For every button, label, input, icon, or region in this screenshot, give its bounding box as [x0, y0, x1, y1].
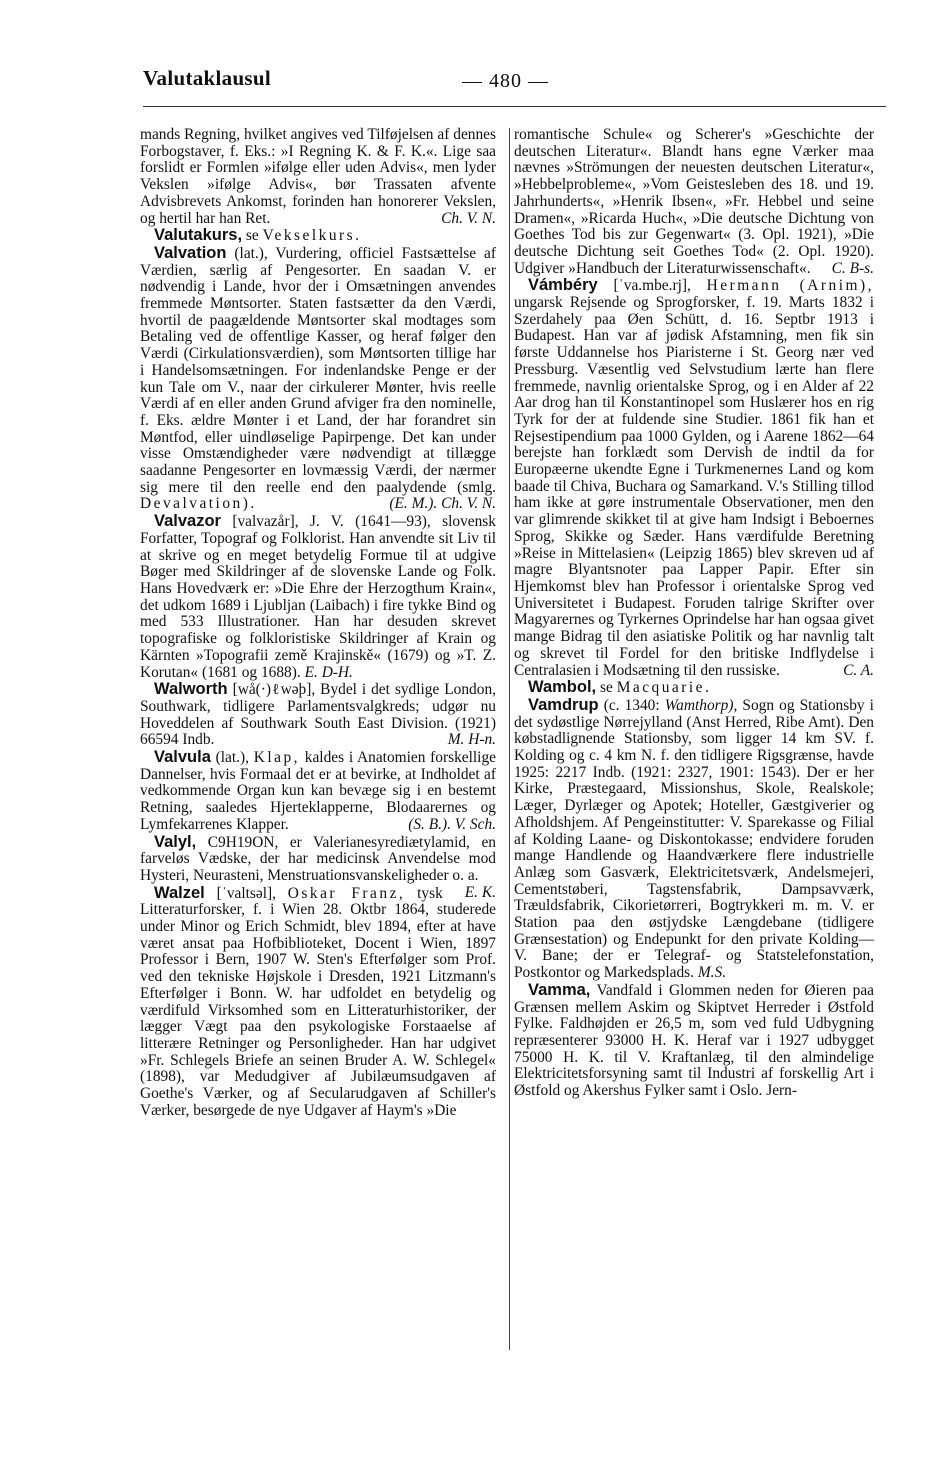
entry-text: Sogn og Stationsby i det sydøstlige Nørrejylland (Anst Herred, Ribe Amt). Den købstadlignende Stationsby, som ligger 14 km SV. f. Kolding og c. 4 km N. f. den tidligere Rigsgrænse, havde 1925: 2217 Indb. (1921: 2327, 1901: 1543). Der er her Kirke, Præstegaard, Missionshus, Skole, Realskole; Læger, Dyrlæger og Apotek; Hoteller, Gæstgiverier og Afholdshjem. Af Pengeinstitutter: V. Sparekasse og Filial af Kolding Laane- og Diskontokasse; endvidere foruden mange Handlende og Haandværkere flere industrielle Anlæg som Gasværk, Elektricitetsværk, Andelsmejeri, Cementstøberi, Tagstensfabrik, Dampsavværk, Træuldsfabrik, Cikorietørreri, Bogtrykkeri m. m. V. er Station paa den østjydske Længdebane (tidligere Grænsestation) og Endepunkt for den private Kolding—V. Bane; der er Telegraf- og Statstelefonstation, Postkontor og Markedsplads.	[514, 696, 874, 982]
page-number: — 480 —	[462, 70, 549, 92]
entry-valvula	[140, 749, 496, 834]
entry-text: mands Regning, hvilket angives ved Tilføjelsen af dennes Forbogstaver, f. Eks.: »I Regning K. & F. K.«. Lige saa forslidt er Formlen »ifølge eller uden Advis«, men lyder Vekslen »ifølge Advis«, bør Trassaten afvente Advisbrevets Ankomst, forinden han honorerer Vekslen, og hertil har han Ret.	[140, 126, 496, 227]
author-signature: E. D-H.	[304, 663, 353, 681]
cross-reference: Devalvation).	[140, 495, 257, 513]
entry-text: se	[600, 679, 613, 697]
entry-text: kaldes i Anatomien forskellige Dannelser, hvis Formaal det er at bevirke, at Indholdet af vedkommende Organ kun kan bevæge sig i en bestemt Retning, saaledes Hjerteklapperne, Blodaarernes og Lymfekarrenes Klapper.	[140, 749, 496, 833]
pronunciation: [ˈva.mbe.rj],	[613, 277, 691, 295]
headword: Valyl,	[154, 832, 197, 851]
entry-text: se	[245, 227, 259, 245]
entry-wambol	[514, 679, 874, 697]
entry-continuation	[140, 127, 496, 227]
entry-text: C9H19ON, er Valerianesyrediætylamid, en farveløs Vædske, der har medicinsk Anvendelse mod Hysteri, Neurasteni, Menstruationsvanskeligheder o. a.	[140, 833, 496, 884]
entry-valutakurs	[140, 227, 496, 245]
entry-vamdrup	[514, 697, 874, 982]
pronunciation: [ˈvaltsəl],	[216, 884, 276, 902]
running-head-title: Valutaklausul	[143, 66, 272, 90]
headword: Vamma,	[528, 980, 591, 999]
left-column	[140, 127, 496, 1119]
author-signature: C. B-s.	[831, 259, 874, 277]
person-name: Oskar Franz,	[287, 884, 406, 902]
headword: Walzel	[154, 883, 205, 902]
cross-reference: Macquarie.	[616, 679, 712, 697]
cross-reference: Klap,	[253, 749, 301, 767]
column-divider	[509, 128, 510, 1350]
headword: Valvation	[154, 243, 227, 262]
entry-text: (lat.), Vurdering, officiel Fastsættelse af Værdien, særlig af Pengesorter. En saadan V. er nødvendig i Lande, hvor der i Omsætningen anvendes fremmede Møntsorter. Staten fastsætter da den Værdi, hvortil de paagældende Møntsorter skal modtages som Betaling ved de offentlige Kasser, og heraf følger den Værdi (Cirkulationsværdien), som Møntsorten tillige har i Handelsomsætningen. For indenlandske Penge er der kun Tale om V., naar der cirkulerer Mønter, hvis reelle Værdi af en eller anden Grund afviger fra den nominelle, f. Eks. ældre Mønter i et Land, der har forandret sin Møntfod, eller uindløselige Papirpenge. Det kan under visse Omstændigheder være nødvendigt at tillægge saadanne Pengesorter en lovmæssig Værdi, der nærmer sig mere til den reelle end den paalydende (smlg.	[140, 244, 496, 496]
entry-text: [wå(·)ℓwəþ], Bydel i det sydlige London, Southwark, tidligere Parlamentsvalgkreds; udgør nu Hoveddelen af Southwark South East Division. (1921) 66594 Indb.	[140, 681, 496, 749]
headword: Vámbéry	[528, 276, 598, 295]
entry-text: romantische Schule« og Scherer's »Geschichte der deutschen Literatur«. Blandt hans egne Værker maa nævnes »Strömungen der neuesten deutschen Literatur«, »Hebbelprobleme«, »Vom Geistesleben des 18. und 19. Jahrhunderts«, »Henrik Ibsen«, »Fr. Hebbel und seine Dramen«, »Ricarda Huch«, »Die deutsche Dichtung von Goethes Tod bis zur Gegenwart« (3. Opl. 1921), »Die deutsche Dichtung seit Goethes Tod« (2. Opl. 1920). Udgiver »Handbuch der Literaturwissenschaft«.	[514, 126, 874, 277]
author-signature: M. H-n.	[447, 731, 496, 749]
entry-walworth	[140, 681, 496, 749]
headword: Wambol,	[528, 678, 597, 697]
author-signature: C. A.	[843, 661, 874, 679]
entry-text: Vandfald i Glommen neden for Øieren paa Grænsen mellem Askim og Skiptvet Herreder i Østfold Fylke. Faldhøjden er 26,5 m, som ved fuld Udbygning repræsenterer 93000 H. K. Heraf var i 1927 udbygget 75000 H. K. til V. Kraftanlæg, til den almindelige Elektricitetsforsyning samt til Industri af forskellig Art i Østfold og Akershus Fylker samt i Oslo. Jern-	[514, 981, 874, 1100]
entry-text: ungarsk Rejsende og Sprogforsker, f. 19. Marts 1832 i Szerdahely paa Øen Schütt, d. 16. Septbr 1913 i Budapest. Han var af jødisk Afstamning, men fik sin første Uddannelse hos Piaristerne i St. Georg nær ved Pressburg. Væsentlig ved Selvstudium lærte han flere fremmede, navnlig orientalske Sprog, og i en Alder af 22 Aar drog han til Konstantinopel som Huslærer hos en rig Tyrk for der at fuldende sine Studier. 1861 fik han et Rejsestipendium paa 1000 Gylden, og i Aarene 1862—64 berejste han forklædt som Dervish de indtil da for Europæerne ukendte Egne i Turkmenernes Land og kom baade til Chiva, Buchara og Samarkand. V.'s Stilling tillod ham ikke at gøre instrumentale Observationer, men den var glimrende skikket til at give ham Indsigt i Beboernes Sprog, Skikke og Sæder. Hans værdifulde Beretning »Reise in Mittelasien« (Leipzig 1865) blev skreven ud af magre Blyantsnoter paa Lapper Papir. Efter sin Hjemkomst blev han Professor i orientalske Sprog ved Universitetet i Budapest. Foruden talrige Skrifter over Magyarernes og Tyrkernes Oprindelse har han ogsaa givet mange Bidrag til den asiatiske Politik og har navnlig talt og skrevet til Fordel for den britiske Indflydelse i Centralasien i Modsætning til den russiske.	[514, 294, 874, 679]
entry-vambery	[514, 277, 874, 679]
author-signature: (S. B.). V. Sch.	[408, 815, 496, 833]
headword: Walworth	[154, 680, 228, 699]
entry-text: [valvazår], J. V. (1641—93), slovensk Forfatter, Topograf og Folklorist. Han anvendte sit Liv til at skrive og en meget betydelig Formue til at udgive Bøger med Skildringer af de slovenske Lande og Folk. Hans Hovedværk er: »Die Ehre der Herzogthum Krain«, det udkom 1689 i Ljubljan (Laibach) i fire tykke Bind og med 533 Illustrationer. Han har desuden skrevet topografiske og folkloristiske Skildringer af Krain og Kärnten »Topografii země Krajinskě« (1679) og »T. Z. Korutan« (1681 og 1688).	[140, 513, 496, 681]
header-rule	[143, 106, 886, 107]
headword: Vamdrup	[528, 695, 599, 714]
author-signature: E. K.	[464, 883, 496, 901]
author-signature: M.S.	[697, 964, 727, 982]
right-column	[514, 127, 874, 1100]
headword: Valutakurs,	[154, 226, 243, 245]
entry-valvazor	[140, 513, 496, 681]
author-signature: Ch. V. N.	[441, 209, 496, 227]
entry-walzel	[140, 885, 496, 1120]
entry-vamma	[514, 982, 874, 1100]
person-name: Hermann (Arnim),	[706, 277, 874, 295]
historical-form: Wamthorp),	[664, 696, 738, 714]
entry-valvation	[140, 245, 496, 513]
entry-text: (lat.),	[215, 749, 249, 767]
entry-text: (c. 1340:	[603, 696, 660, 714]
headword: Valvula	[154, 748, 211, 767]
cross-reference: Vekselkurs.	[262, 227, 362, 245]
entry-text: tysk Litteraturforsker, f. i Wien 28. Oktbr 1864, studerede under Minor og Erich Schmidt, blev 1894, efter at have været ansat paa Hofbiblioteket, Docent i Wien, 1897 Professor i Bern, 1907 W. Sten's Efterfølger som Prof. ved den tekniske Højskole i Dresden, 1921 Litzmann's Efterfølger i Bonn. W. har udfoldet en betydelig og værdifuld Virksomhed som en Litteraturhistoriker, der lægger Vægt paa den psykologiske Forstaaelse af litterære Retninger og Personligheder. Han har udgivet »Fr. Schlegels Briefe an seinen Bruder A. W. Schlegel« (1898), var Medudgiver af Jubilæumsudgaven af Goethe's Værker, og af Secularudgaven af Schiller's Værker, besørgede de nye Udgaver af Haym's »Die	[140, 884, 496, 1119]
author-signature: (E. M.). Ch. V. N.	[389, 495, 496, 513]
headword: Valvazor	[154, 512, 221, 531]
entry-continuation	[514, 127, 874, 277]
